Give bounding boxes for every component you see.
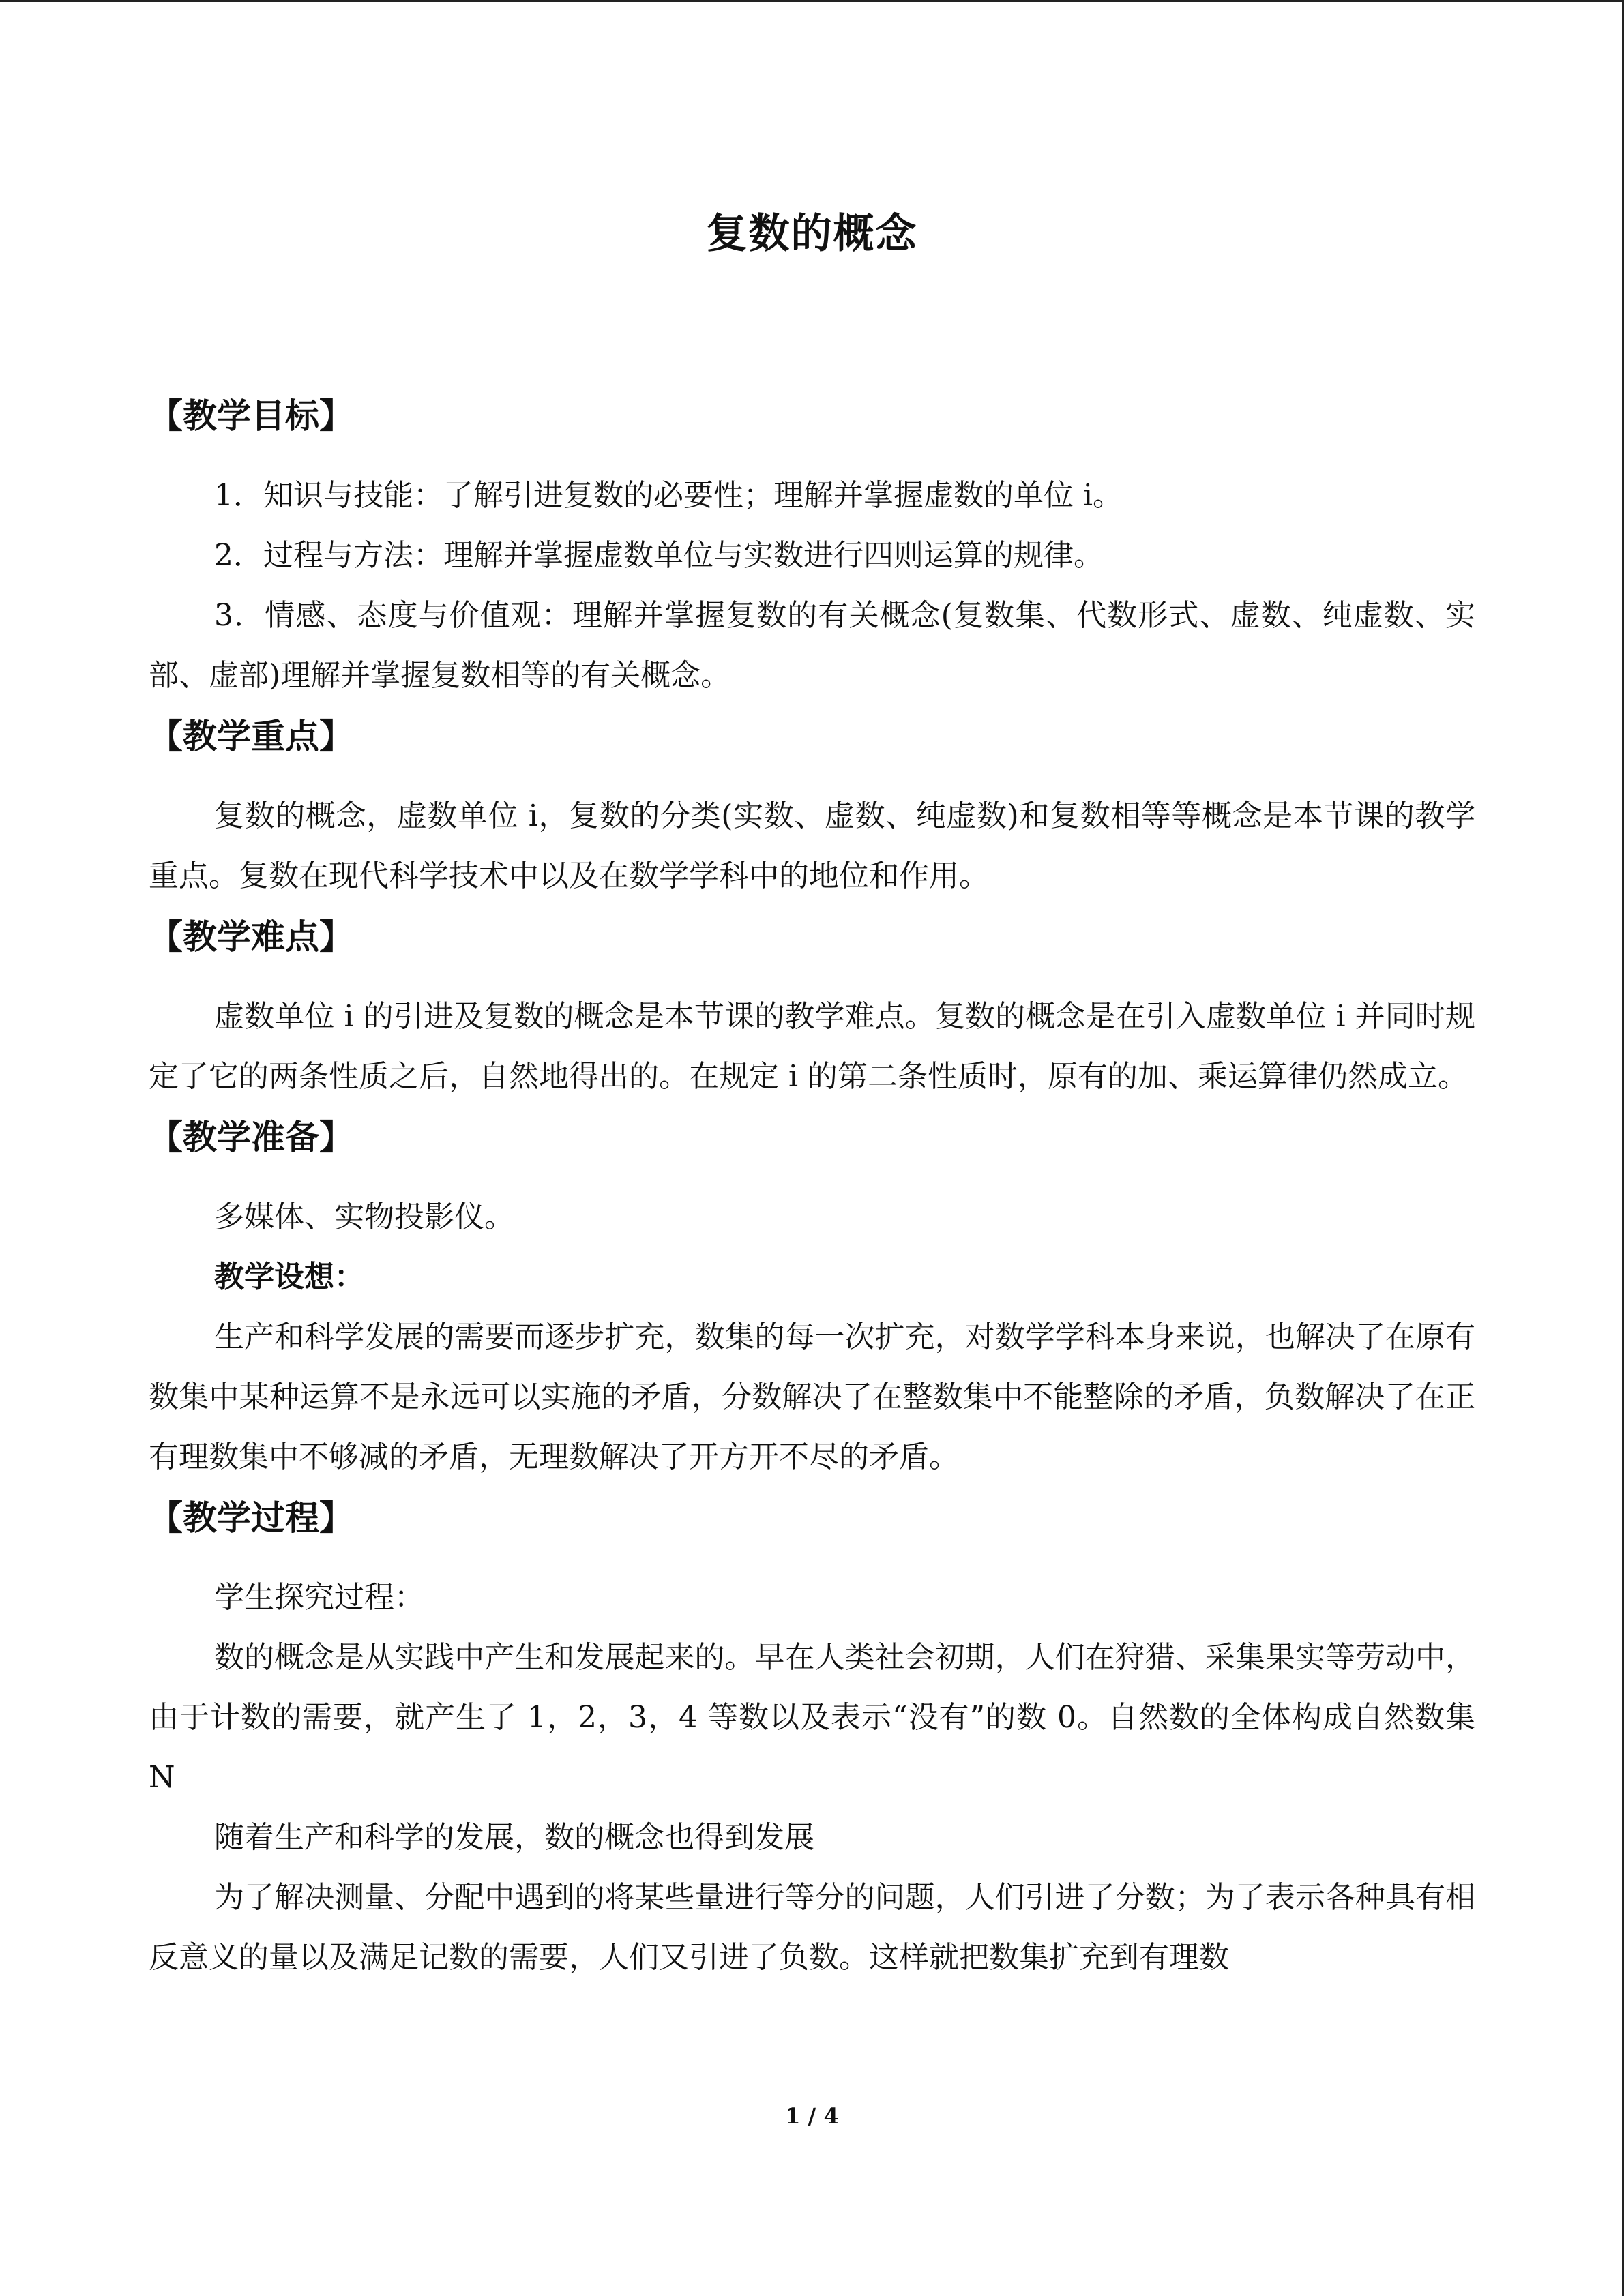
page-number: 1 / 4 — [785, 2103, 839, 2129]
subheading-teaching-idea: 教学设想： — [214, 1259, 364, 1294]
section-teaching-difficulties — [149, 912, 1475, 1107]
document-title: 复数的概念 — [706, 210, 918, 258]
section-teaching-focus — [149, 711, 1475, 906]
paragraph: 多媒体、实物投影仪。 — [214, 1199, 514, 1234]
paragraph: 虚数单位 i 的引进及复数的概念是本节课的教学难点。复数的概念是在引入虚数单位 i 并同时规定了它的两条性质之后，自然地得出的。在规定 i 的第二条性质时，原有的加、乘运算律仍然成立。 — [149, 999, 1475, 1094]
section-teaching-process — [149, 1493, 1475, 1988]
paragraph: 生产和科学发展的需要而逐步扩充，数集的每一次扩充，对数学学科本身来说，也解决了在原有数集中某种运算不是永远可以实施的矛盾，分数解决了在整数集中不能整除的矛盾，负数解决了在正有理数集中不够减的矛盾，无理数解决了开方开不尽的矛盾。 — [149, 1320, 1475, 1474]
paragraph: 学生探究过程： — [214, 1580, 424, 1615]
paragraph: 为了解决测量、分配中遇到的将某些量进行等分的问题，人们引进了分数；为了表示各种具有相反意义的量以及满足记数的需要，人们又引进了负数。这样就把数集扩充到有理数 — [149, 1880, 1475, 1975]
section-teaching-objectives — [149, 391, 1475, 706]
paragraph: 1．知识与技能：了解引进复数的必要性；理解并掌握虚数的单位 i。 — [214, 478, 1123, 513]
section-heading: 【教学目标】 — [149, 396, 353, 436]
section-heading: 【教学准备】 — [149, 1118, 353, 1157]
paragraph: 随着生产和科学的发展，数的概念也得到发展 — [214, 1820, 814, 1855]
section-heading: 【教学难点】 — [149, 917, 353, 957]
document-body — [149, 207, 1475, 1988]
section-heading: 【教学重点】 — [149, 717, 353, 756]
section-heading: 【教学过程】 — [149, 1498, 353, 1538]
paragraph: 数的概念是从实践中产生和发展起来的。早在人类社会初期，人们在狩猎、采集果实等劳动中，由于计数的需要，就产生了 1，2，3，4 等数以及表示“没有”的数 0。自然数的全体构成自然数集 N — [149, 1640, 1475, 1795]
paragraph: 2．过程与方法：理解并掌握虚数单位与实数进行四则运算的规律。 — [214, 538, 1104, 573]
paragraph: 3．情感、态度与价值观：理解并掌握复数的有关概念(复数集、代数形式、虚数、纯虚数、实部、虚部)理解并掌握复数相等的有关概念。 — [149, 598, 1475, 693]
section-teaching-preparation — [149, 1112, 1475, 1487]
paragraph: 复数的概念，虚数单位 i，复数的分类(实数、虚数、纯虚数)和复数相等等概念是本节课的教学重点。复数在现代科学技术中以及在数学学科中的地位和作用。 — [149, 799, 1475, 893]
